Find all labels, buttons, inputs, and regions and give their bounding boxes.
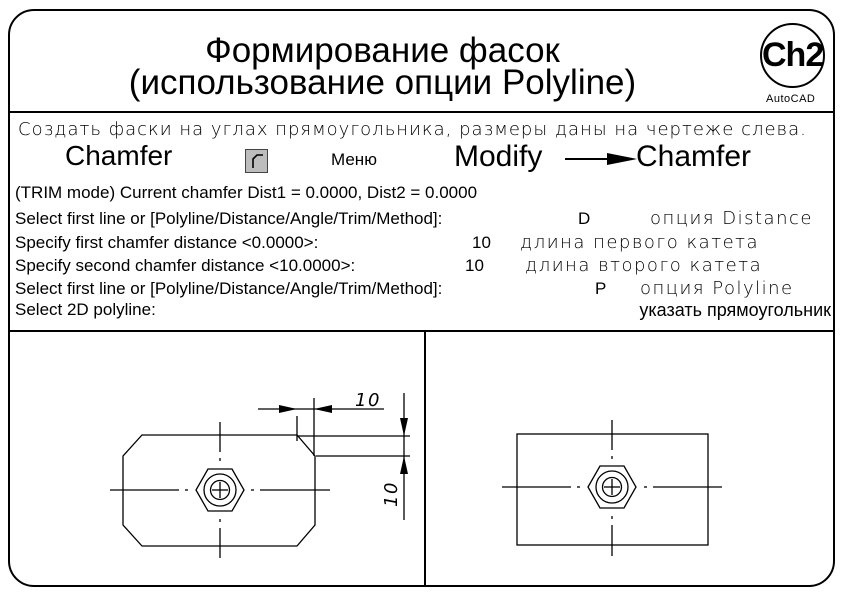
command-line-5-note: опция Polyline	[640, 278, 794, 299]
command-line-3-input: 10	[472, 233, 491, 252]
chapter-badge: Ch2	[760, 23, 825, 88]
command-line-5-input: P	[595, 279, 607, 298]
command-line-2-prompt: Select first line or [Polyline/Distance/Angle/Trim/Method]:	[15, 209, 443, 228]
command-line-2-input: D	[578, 209, 591, 228]
chamfered-plate-drawing	[110, 393, 410, 558]
command-name: Chamfer	[65, 140, 173, 171]
command-line-1-prompt: (TRIM mode) Current chamfer Dist1 = 0.0000, Dist2 = 0.0000	[15, 183, 478, 202]
dimension-label-vertical: 10	[381, 481, 402, 507]
command-line-4-prompt: Specify second chamfer distance <10.0000>:	[15, 256, 356, 275]
page-title: Формирование фасок	[205, 31, 560, 70]
badge-caption: AutoCAD	[766, 93, 816, 105]
command-line-6-prompt: Select 2D polyline:	[15, 300, 156, 319]
dimension-label-horizontal: 10	[355, 390, 381, 411]
rectangle-drawing	[502, 420, 722, 556]
menu-path-modify[interactable]: Modify	[454, 140, 543, 173]
command-line-3-prompt: Specify first chamfer distance <0.0000>:	[15, 233, 319, 252]
task-description: Создать фаски на углах прямоугольника, размеры даны на чертеже слева.	[18, 119, 807, 140]
command-line-2-note: опция Distance	[650, 208, 813, 229]
command-line-5-prompt: Select first line or [Polyline/Distance/Angle/Trim/Method]:	[15, 279, 443, 298]
command-line-3-note: длина первого катета	[520, 232, 760, 253]
page-subtitle: (использование опции Polyline)	[128, 63, 637, 102]
menu-label: Меню	[331, 150, 377, 169]
command-line-6-note: указать прямоугольник	[639, 300, 831, 320]
command-line-4-input: 10	[465, 256, 484, 275]
command-line-4-note: длина второго катета	[525, 255, 763, 276]
menu-path-chamfer[interactable]: Chamfer	[636, 140, 752, 173]
